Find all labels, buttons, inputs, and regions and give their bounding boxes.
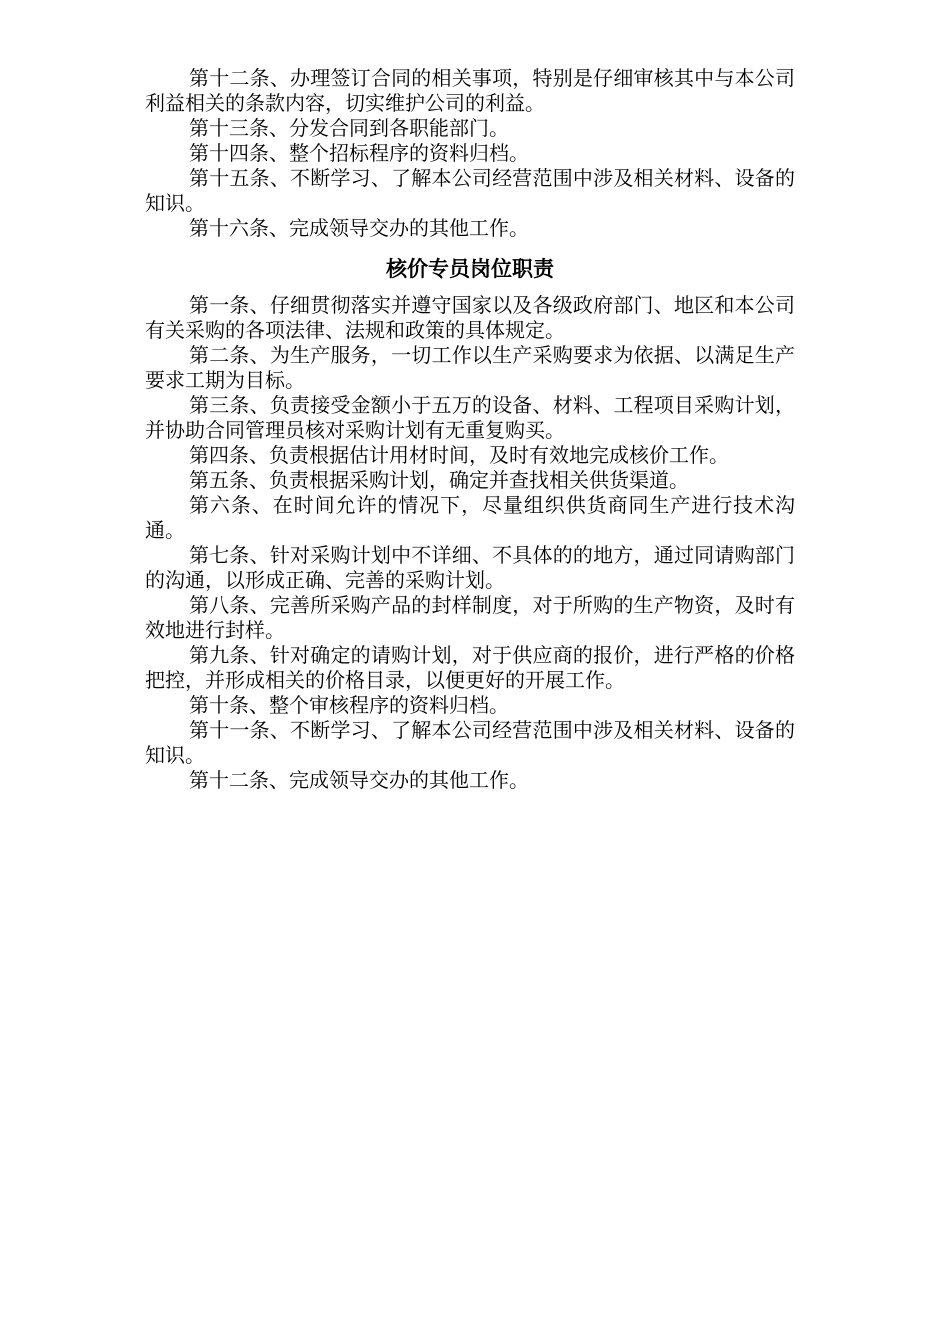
clause-8: 第八条、完善所采购产品的封样制度，对于所购的生产物资，及时有效地进行封样。 <box>145 593 795 642</box>
section-procurement-duties <box>145 66 795 241</box>
clause-7: 第七条、针对采购计划中不详细、不具体的的地方，通过同请购部门的沟通，以形成正确、完善的采购计划。 <box>145 543 795 592</box>
clause-12-final: 第十二条、完成领导交办的其他工作。 <box>189 768 529 792</box>
clause-2: 第二条、为生产服务，一切工作以生产采购要求为依据、以满足生产要求工期为目标。 <box>145 343 795 392</box>
section-title: 核价专员岗位职责 <box>386 257 554 281</box>
clause-5: 第五条、负责根据采购计划，确定并查找相关供货渠道。 <box>189 468 689 492</box>
clause-4: 第四条、负责根据估计用材时间，及时有效地完成核价工作。 <box>189 443 729 467</box>
clause-11: 第十一条、不断学习、了解本公司经营范围中涉及相关材料、设备的知识。 <box>145 718 795 767</box>
clause-1: 第一条、仔细贯彻落实并遵守国家以及各级政府部门、地区和本公司有关采购的各项法律、法规和政策的具体规定。 <box>145 293 795 342</box>
clause-13: 第十三条、分发合同到各职能部门。 <box>189 116 509 140</box>
clause-15: 第十五条、不断学习、了解本公司经营范围中涉及相关材料、设备的知识。 <box>145 166 795 215</box>
clause-12: 第十二条、办理签订合同的相关事项，特别是仔细审核其中与本公司利益相关的条款内容，切实维护公司的利益。 <box>145 66 795 115</box>
clause-9: 第九条、针对确定的请购计划，对于供应商的报价，进行严格的价格把控，并形成相关的价格目录，以便更好的开展工作。 <box>145 643 795 692</box>
clause-14: 第十四条、整个招标程序的资料归档。 <box>189 141 529 165</box>
document-body <box>145 66 795 793</box>
section-pricing-specialist-duties <box>145 293 795 793</box>
clause-10: 第十条、整个审核程序的资料归档。 <box>189 693 509 717</box>
clause-6: 第六条、在时间允许的情况下，尽量组织供货商同生产进行技术沟通。 <box>145 493 795 542</box>
clause-3: 第三条、负责接受金额小于五万的设备、材料、工程项目采购计划，并协助合同管理员核对采购计划有无重复购买。 <box>145 393 795 442</box>
clause-16: 第十六条、完成领导交办的其他工作。 <box>189 216 529 240</box>
